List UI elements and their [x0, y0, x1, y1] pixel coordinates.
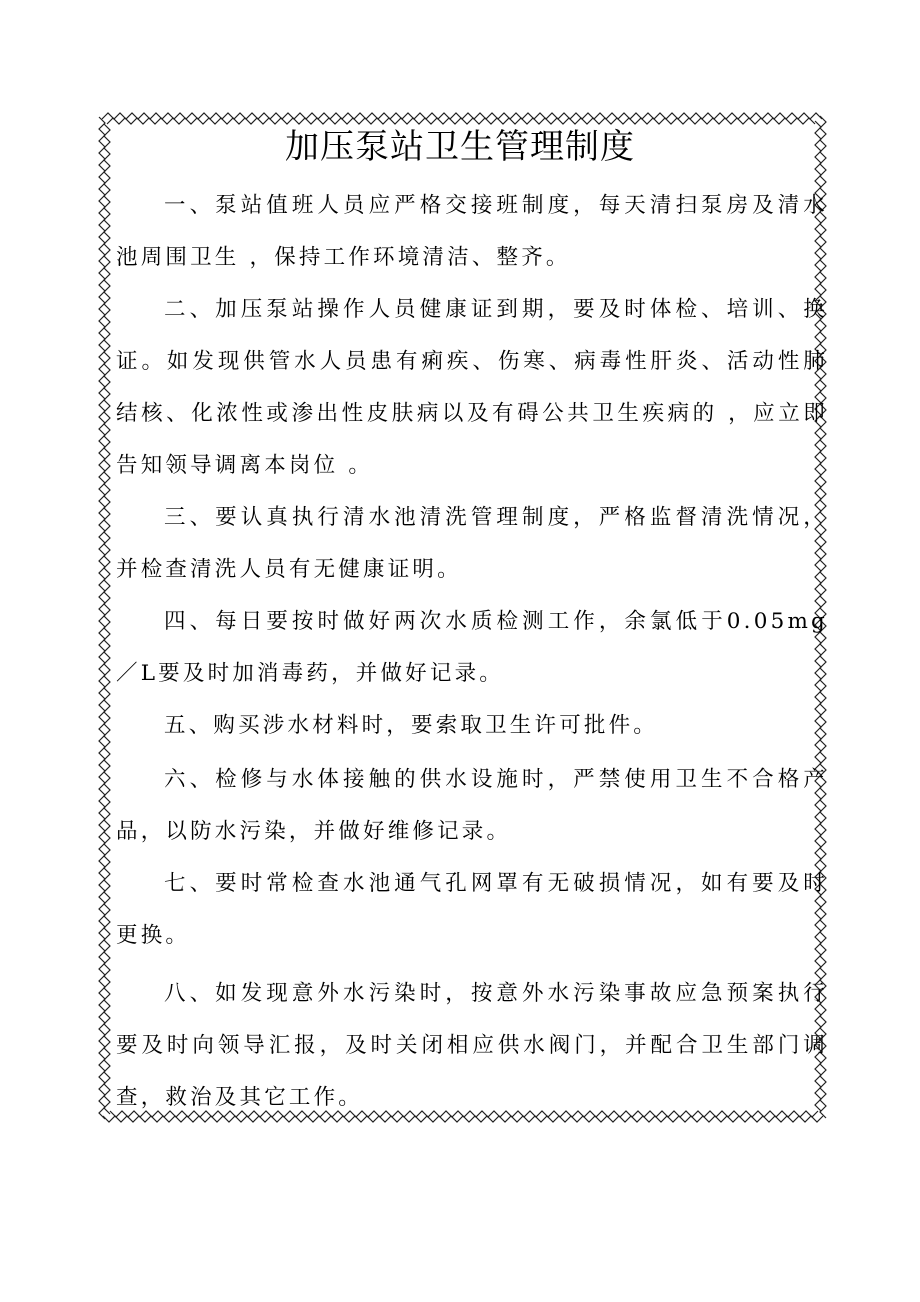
paragraph-1: 一、泵站值班人员应严格交接班制度，每天清扫泵房及清水池周围卫生 ，保持工作环境清洁、整齐。 [116, 193, 828, 270]
paragraph-3: 三、要认真执行清水池清洗管理制度，严格监督清洗情况，并检查清洗人员有无健康证明。 [116, 505, 828, 582]
page-title: 加压泵站卫生管理制度 [285, 127, 635, 167]
paragraph-2: 二、加压泵站操作人员健康证到期，要及时体检、培训、换证。如发现供管水人员患有痢疾、伤寒、病毒性肝炎、活动性肺结核、化浓性或渗出性皮肤病以及有碍公共卫生疾病的 ，应立即告知领导调离本岗位 。 [116, 297, 828, 478]
paragraph-4: 四、每日要按时做好两次水质检测工作，余氯低于0.05mg／L要及时加消毒药，并做好记录。 [116, 609, 828, 686]
border-zigzag-line [104, 124, 110, 1114]
paragraph-8: 八、如发现意外水污染时，按意外水污染事故应急预案执行要及时向领导汇报，及时关闭相应供水阀门，并配合卫生部门调查，救治及其它工作。 [116, 981, 828, 1110]
paragraph-7: 七、要时常检查水池通气孔网罩有无破损情况，如有要及时更换。 [116, 871, 828, 948]
paragraph-5: 五、购买涉水材料时，要索取卫生许可批件。 [164, 713, 659, 738]
border-zigzag-line [102, 113, 822, 119]
paragraph-6: 六、检修与水体接触的供水设施时，严禁使用卫生不合格产品，以防水污染，并做好维修记录。 [116, 767, 828, 844]
